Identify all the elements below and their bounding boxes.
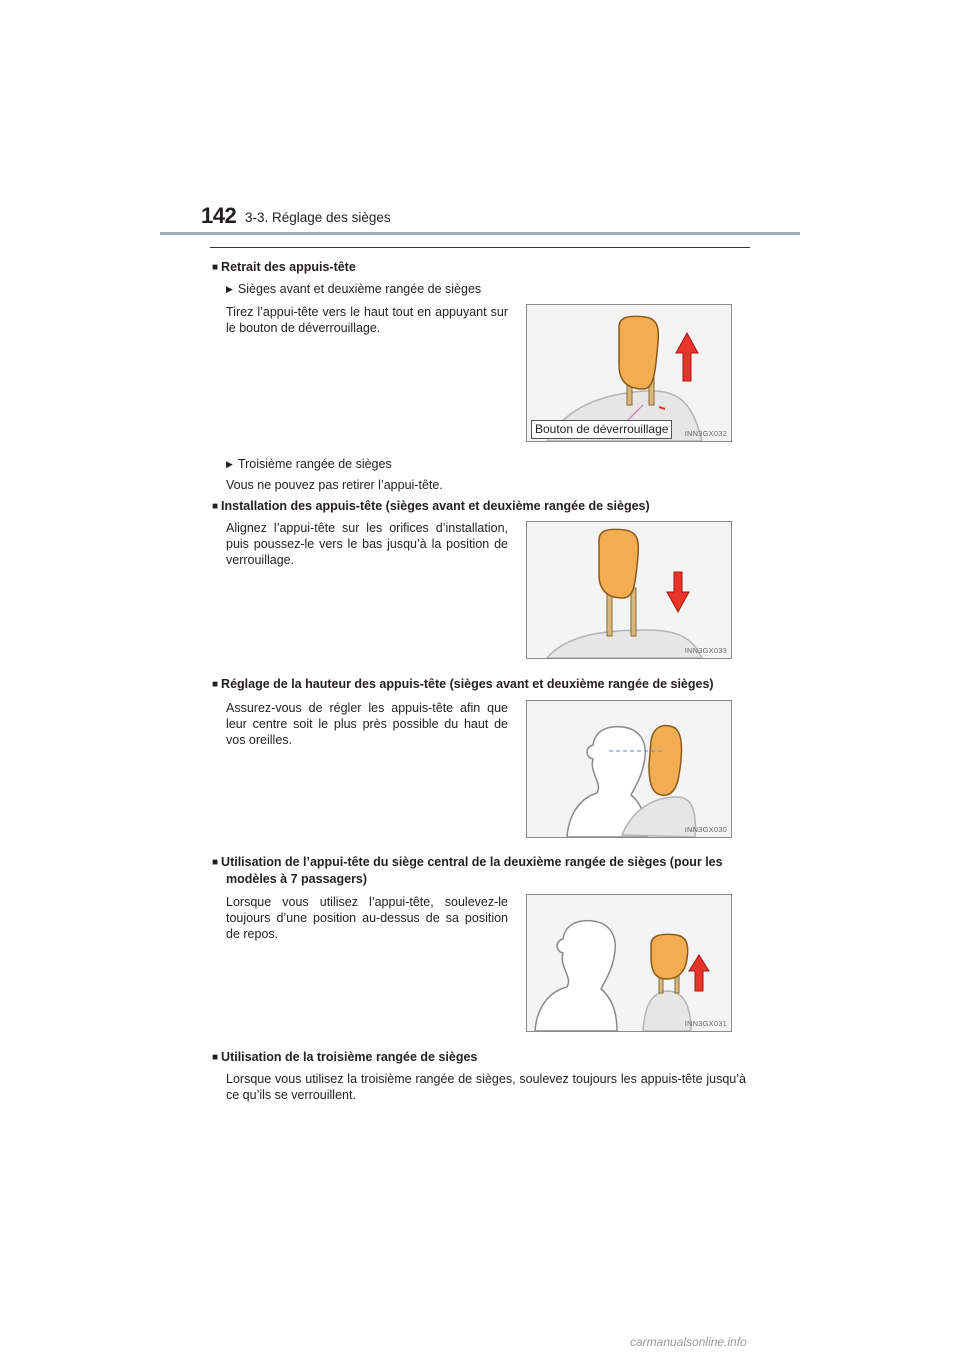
heading-center-seat: ■ Utilisation de l’appui-tête du siège central de la deuxième rangée de sièges (pour les [212,855,723,869]
release-button-label: Bouton de déverrouillage [531,420,672,439]
removal-text: Tirez l’appui-tête vers le haut tout en appuyant sur le bouton de déverrouillage. [226,305,508,335]
heading-height: ■ Réglage de la hauteur des appuis-tête (sièges avant et deuxième rangée de sièges) [212,677,714,691]
figure-code: INN3GX030 [684,825,727,834]
square-bullet-icon: ■ [212,262,219,273]
center-headrest-illustration [527,895,731,1031]
height-text: Assurez-vous de régler les appuis-tête afin que leur centre soit le plus près possible du haut de vos oreilles. [226,701,508,747]
square-bullet-icon: ■ [212,1052,219,1063]
headrest-installation-illustration [527,522,731,658]
watermark: carmanualsonline.info [630,1335,747,1349]
subheading-third-row: ▶ Troisième rangée de sièges [226,457,392,471]
figure-height [526,700,732,838]
third-row-use-text: Lorsque vous utilisez la troisième rangée de sièges, soulevez toujours les appuis-tête jusqu’à ce qu’ils se verrouillent. [226,1072,746,1102]
square-bullet-icon: ■ [212,501,219,512]
subheading-front-seats: ▶ Sièges avant et deuxième rangée de sièges [226,282,482,296]
figure-code: INN3GX031 [684,1019,727,1028]
header-bar [160,232,800,235]
installation-text: Alignez l’appui-tête sur les orifices d’installation, puis poussez-le vers le bas jusqu’à la position de verrouillage. [226,521,508,567]
figure-center-seat [526,894,732,1032]
page-number: 142 [201,203,237,228]
head-height-illustration [527,701,731,837]
heading-installation: ■ Installation des appuis-tête (sièges avant et deuxième rangée de sièges) [212,499,650,513]
section-rule [210,247,750,248]
heading-third-row-use: ■ Utilisation de la troisième rangée de sièges [212,1050,478,1064]
figure-code: INN3GX032 [684,429,727,438]
figure-removal [526,304,732,442]
heading-center-seat-line2: modèles à 7 passagers) [226,872,368,886]
square-bullet-icon: ■ [212,679,219,690]
heading-removal: ■ Retrait des appuis-tête [212,260,356,274]
center-seat-text: Lorsque vous utilisez l’appui-tête, soulevez-le toujours d’une position au-dessus de sa position de repos. [226,895,508,941]
chapter-title: 3-3. Réglage des sièges [245,210,391,225]
figure-installation [526,521,732,659]
figure-code: INN3GX033 [684,646,727,655]
third-row-text: Vous ne pouvez pas retirer l’appui-tête. [226,478,443,492]
triangle-bullet-icon: ▶ [226,284,233,294]
square-bullet-icon: ■ [212,857,219,868]
triangle-bullet-icon: ▶ [226,459,233,469]
